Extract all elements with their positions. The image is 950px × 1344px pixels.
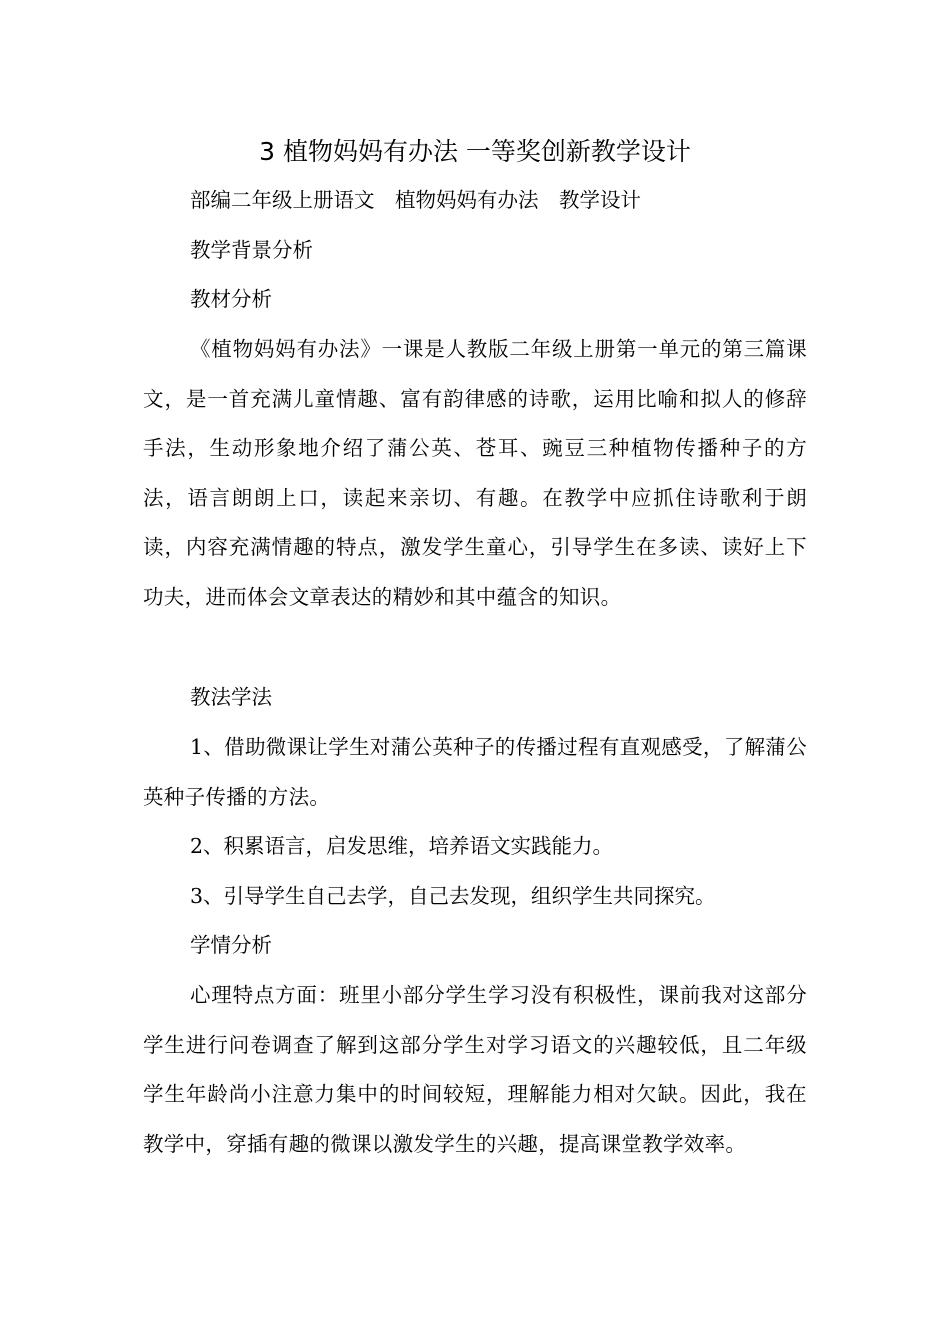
method-item-1: 1、借助微课让学生对蒲公英种子的传播过程有直观感受，了解蒲公英种子传播的方法。 <box>143 735 807 809</box>
heading-students: 学情分析 <box>190 933 272 957</box>
paragraph-students: 心理特点方面：班里小部分学生学习没有积极性，课前我对这部分学生进行问卷调查了解到这部分学生对学习语文的兴趣较低，且二年级学生年龄尚小注意力集中的时间较短，理解能力相对欠缺。因此，我在教学中，穿插有趣的微课以激发学生的兴趣，提高课堂教学效率。 <box>143 983 807 1156</box>
heading-material: 教材分析 <box>190 287 272 311</box>
document-subtitle: 部编二年级上册语文 植物妈妈有办法 教学设计 <box>190 188 641 212</box>
paragraph-material: 《植物妈妈有办法》一课是人教版二年级上册第一单元的第三篇课文，是一首充满儿童情趣、富有韵律感的诗歌，运用比喻和拟人的修辞手法，生动形象地介绍了蒲公英、苍耳、豌豆三种植物传播种子的方法，语言朗朗上口，读起来亲切、有趣。在教学中应抓住诗歌利于朗读，内容充满情趣的特点，激发学生童心，引导学生在多读、读好上下功夫，进而体会文章表达的精妙和其中蕴含的知识。 <box>143 337 807 609</box>
document-title: 3 植物妈妈有办法 一等奖创新教学设计 <box>259 137 691 166</box>
heading-methods: 教法学法 <box>190 685 272 709</box>
method-item-2: 2、积累语言，启发思维，培养语文实践能力。 <box>190 834 614 858</box>
method-item-3: 3、引导学生自己去学，自己去发现，组织学生共同探究。 <box>190 884 716 908</box>
heading-background: 教学背景分析 <box>190 238 313 262</box>
